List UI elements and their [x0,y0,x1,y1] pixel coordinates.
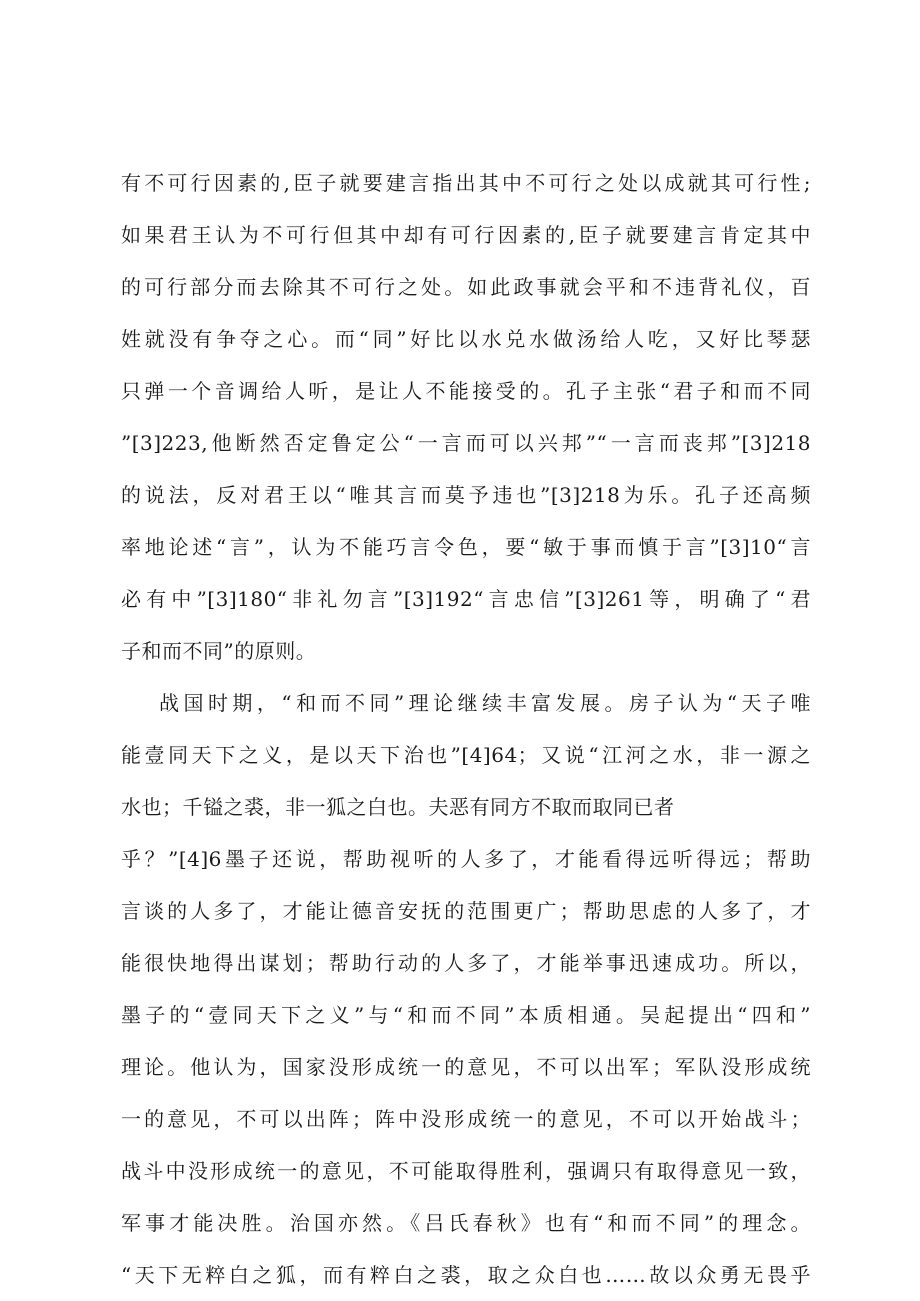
text-line: “天下无粹白之狐，而有粹白之裘，取之众白也……故以众勇无畏乎 [121,1263,811,1287]
text-line: 战国时期，“和而不同”理论继续丰富发展。房子认为“天子唯 [159,691,811,715]
text-line: 如果君王认为不可行但其中却有可行因素的,臣子就要建言肯定其中 [121,223,811,247]
text-line: 能壹同天下之义，是以天下治也”[4]64；又说“江河之水，非一源之 [121,743,811,767]
text-line: 一的意见，不可以出阵；阵中没形成统一的意见，不可以开始战斗； [121,1107,811,1131]
text-line: 有不可行因素的,臣子就要建言指出其中不可行之处以成就其可行性; [121,171,811,195]
text-line: 子和而不同”的原则。 [121,639,317,663]
text-line: ”[3]223,他断然否定鲁定公“一言而可以兴邦”“一言而丧邦”[3]218 [121,431,811,455]
text-line: 战斗中没形成统一的意见，不可能取得胜利，强调只有取得意见一致， [121,1159,811,1183]
text-line: 率地论述“言”，认为不能巧言令色，要“敏于事而慎于言”[3]10“言 [121,535,811,559]
text-line: 姓就没有争夺之心。而“同”好比以水兑水做汤给人吃，又好比琴瑟 [121,327,811,351]
text-line: 必有中”[3]180“非礼勿言”[3]192“言忠信”[3]261等，明确了“君 [121,587,811,611]
text-line: 墨子的“壹同天下之义”与“和而不同”本质相通。吴起提出“四和” [121,1003,811,1027]
text-line: 乎？”[4]6墨子还说，帮助视听的人多了，才能看得远听得远；帮助 [121,847,811,871]
paragraph-2 [121,677,811,1301]
text-line: 的可行部分而去除其不可行之处。如此政事就会平和不违背礼仪，百 [121,275,811,299]
body-text [121,157,811,1301]
text-line: 军事才能决胜。治国亦然。《吕氏春秋》也有“和而不同”的理念。 [121,1211,811,1235]
paragraph-1 [121,157,811,677]
text-line: 理论。他认为，国家没形成统一的意见，不可以出军；军队没形成统 [121,1055,811,1079]
text-line: 只弹一个音调给人听，是让人不能接受的。孔子主张“君子和而不同 [121,379,811,403]
text-line: 能很快地得出谋划；帮助行动的人多了，才能举事迅速成功。所以， [121,951,811,975]
text-line: 的说法，反对君王以“唯其言而莫予违也”[3]218为乐。孔子还高频 [121,483,811,507]
text-line: 水也；千镒之裘，非一狐之白也。夫恶有同方不取而取同已者 [121,795,675,819]
text-line: 言谈的人多了，才能让德音安抚的范围更广；帮助思虑的人多了，才 [121,899,811,923]
